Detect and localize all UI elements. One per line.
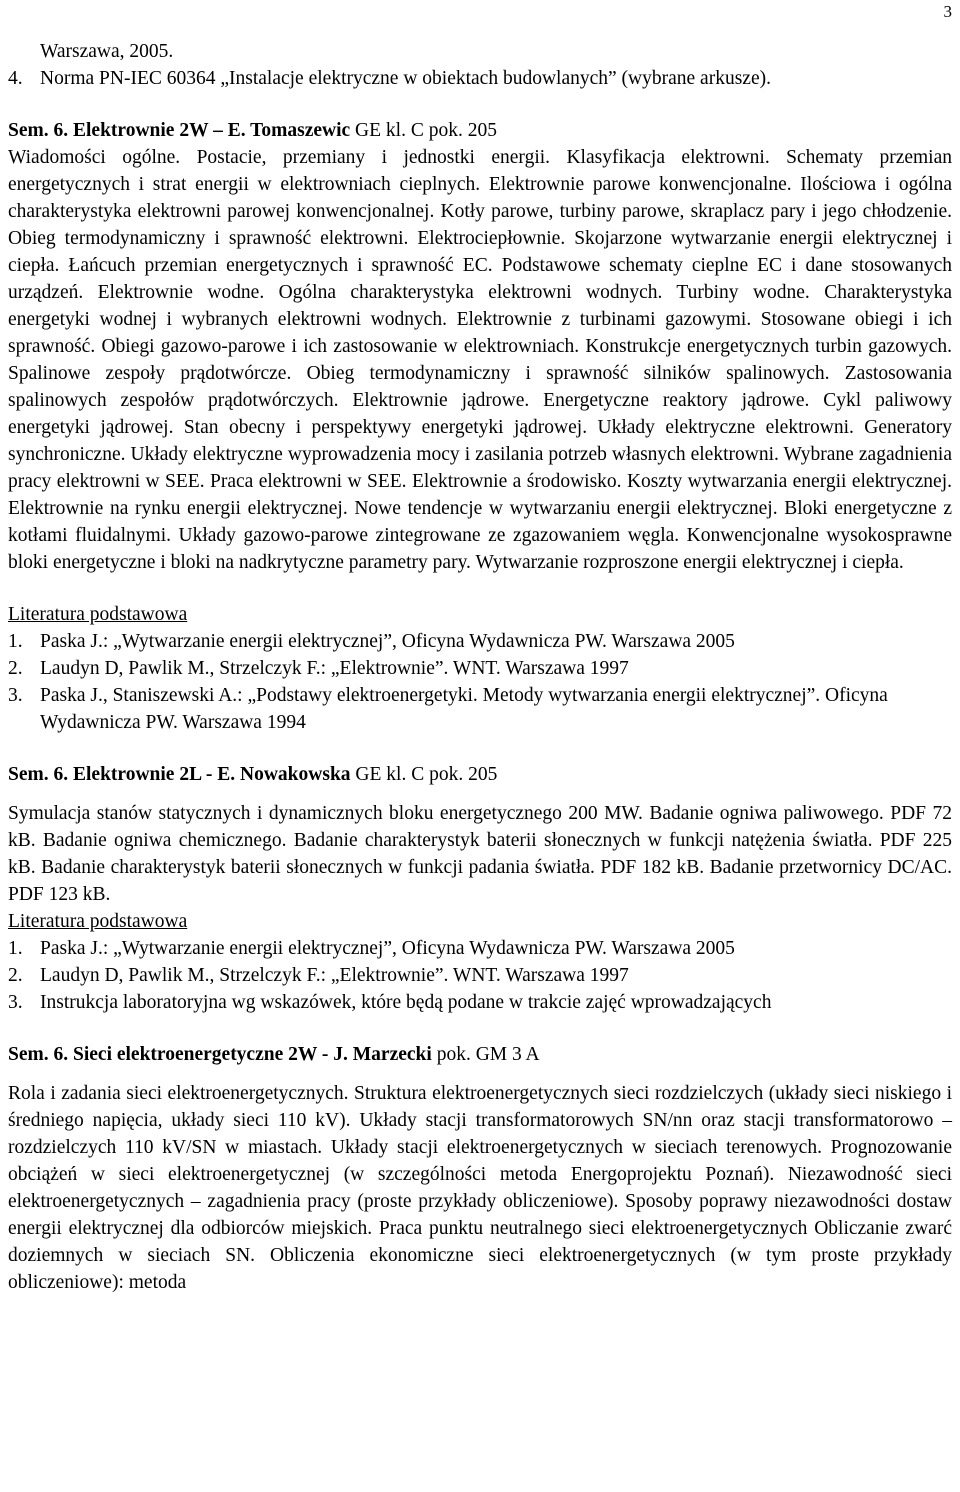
literature-number: 1. [8, 631, 23, 652]
reference-number: 4. [8, 68, 23, 89]
reference-item [8, 38, 952, 65]
section-description: Wiadomości ogólne. Postacie, przemiany i jednostki energii. Klasyfikacja elektrowni. Schematy przemian energetycznych i strat energii w elektrowniach cieplnych. Elektrownie parowe konwencjonalne. Ilościowa i ogólna charakterystyka elektrowni parowej konwencjonalnej. Kotły parowe, turbiny parowe, skraplacz pary i jego chłodzenie. Obieg termodynamiczny i sprawność elektrowni. Elektrociepłownie. Skojarzone wytwarzanie energii elektrycznej i ciepła. Łańcuch przemian energetycznych i sprawność EC. Podstawowe schematy cieplne EC i dane stosowanych urządzeń. Elektrownie wodne. Ogólna charakterystyka elektrowni wodnych. Turbiny wodne. Charakterystyka energetyki wodnej i wybranych elektrowni wodnych. Elektrownie z turbinami gazowymi. Stosowane obiegi i ich sprawność. Obiegi gazowo-parowe i ich zastosowanie w elektrowniach. Konstrukcje energetycznych turbin gazowych. Spalinowe zespoły prądotwórcze. Obieg termodynamiczny i sprawność silników spalinowych. Zastosowania spalinowych zespołów prądotwórczych. Elektrownie jądrowe. Energetyczne reaktory jądrowe. Cykl paliwowy energetyki jądrowej. Stan obecny i perspektywy energetyki jądrowej. Układy elektryczne elektrowni. Generatory synchroniczne. Układy elektryczne wyprowadzenia mocy i zasilania potrzeb własnych elektrowni. Wybrane zagadnienia pracy elektrowni w SEE. Praca elektrowni w SEE. Elektrownie a środowisko. Koszty wytwarzania energii elektrycznej. Elektrownie na rynku energii elektrycznej. Nowe tendencje w wytwarzaniu energii elektrycznej. Bloki energetyczne z kotłami fluidalnymi. Układy gazowo-parowe zintegrowane ze zgazowaniem węgla. Konwencjonalne wysokosprawne bloki energetyczne i bloki na nadkrytyczne parametry pary. Wytwarzanie rozproszone energii elektrycznej i ciepła. [8, 147, 952, 573]
section-heading-bold: Sem. 6. Elektrownie 2L - E. Nowakowska [8, 764, 351, 785]
literature-number: 3. [8, 685, 23, 706]
document-body [8, 38, 952, 1296]
literature-heading: Literatura podstawowa [8, 911, 188, 932]
top-reference-list [8, 38, 952, 92]
section-heading-location: pok. GM 3 A [431, 1044, 540, 1065]
literature-text: Paska J., Staniszewski A.: „Podstawy elektroenergetyki. Metody wytwarzania energii elektrycznej”. Oficyna Wydawnicza PW. Warszawa 1994 [40, 685, 888, 733]
literature-item [8, 628, 952, 655]
literature-heading: Literatura podstawowa [8, 604, 188, 625]
literature-number: 1. [8, 938, 23, 959]
section-heading [8, 761, 952, 788]
literature-item [8, 682, 952, 736]
literature-list [8, 628, 952, 736]
section-description: Rola i zadania sieci elektroenergetycznych. Struktura elektroenergetycznych sieci rozdzielczych (układy sieci niskiego i średniego napięcia, układy sieci 110 kV). Układy stacji transformatorowych SN/nn oraz stacji transformatorowo – rozdzielczych 110 kV/SN w miastach. Układy stacji elektroenergetycznych w sieciach terenowych. Prognozowanie obciążeń w sieci elektroenergetycznej (w szczególności metoda Energoprojektu Poznań). Niezawodność sieci elektroenergetycznych – zagadnienia pracy (proste przykłady obliczeniowe). Sposoby poprawy niezawodności dostaw energii elektrycznej dla odbiorców miejskich. Praca punktu neutralnego sieci elektroenergetycznych Obliczanie zwarć doziemnych w sieciach SN. Obliczenia ekonomiczne sieci elektroenergetycznych (w tym proste przykłady obliczeniowe): metoda [8, 1083, 952, 1293]
literature-list [8, 935, 952, 1016]
section-heading-location: GE kl. C pok. 205 [350, 764, 498, 785]
section-description: Symulacja stanów statycznych i dynamicznych bloku energetycznego 200 MW. Badanie ogniwa paliwowego. PDF 72 kB. Badanie ogniwa chemicznego. Badanie charakterystyk baterii słonecznych w funkcji natężenia światła. PDF 225 kB. Badanie charakterystyk baterii słonecznych w funkcji padania światła. PDF 182 kB. Badanie przetwornicy DC/AC. PDF 123 kB. [8, 803, 952, 905]
literature-number: 2. [8, 965, 23, 986]
reference-text: Norma PN-IEC 60364 „Instalacje elektryczne w obiektach budowlanych” (wybrane arkusze). [40, 68, 771, 89]
literature-item [8, 935, 952, 962]
literature-number: 3. [8, 992, 23, 1013]
section-heading [8, 1041, 952, 1068]
literature-item [8, 989, 952, 1016]
literature-number: 2. [8, 658, 23, 679]
literature-text: Instrukcja laboratoryjna wg wskazówek, które będą podane w trakcie zajęć wprowadzających [40, 992, 772, 1013]
literature-item [8, 655, 952, 682]
section-heading-location: GE kl. C pok. 205 [350, 120, 497, 141]
section-heading-bold: Sem. 6. Sieci elektroenergetyczne 2W - J. Marzecki [8, 1044, 432, 1065]
page-number: 3 [943, 2, 952, 21]
literature-text: Paska J.: „Wytwarzanie energii elektrycznej”, Oficyna Wydawnicza PW. Warszawa 2005 [40, 631, 735, 652]
section-heading-bold: Sem. 6. Elektrownie 2W – E. Tomaszewic [8, 120, 351, 141]
literature-text: Laudyn D, Pawlik M., Strzelczyk F.: „Elektrownie”. WNT. Warszawa 1997 [40, 658, 629, 679]
reference-item [8, 65, 952, 92]
literature-text: Paska J.: „Wytwarzanie energii elektrycznej”, Oficyna Wydawnicza PW. Warszawa 2005 [40, 938, 735, 959]
literature-text: Laudyn D, Pawlik M., Strzelczyk F.: „Elektrownie”. WNT. Warszawa 1997 [40, 965, 629, 986]
section-heading [8, 117, 952, 144]
reference-text: Warszawa, 2005. [40, 41, 174, 62]
literature-item [8, 962, 952, 989]
